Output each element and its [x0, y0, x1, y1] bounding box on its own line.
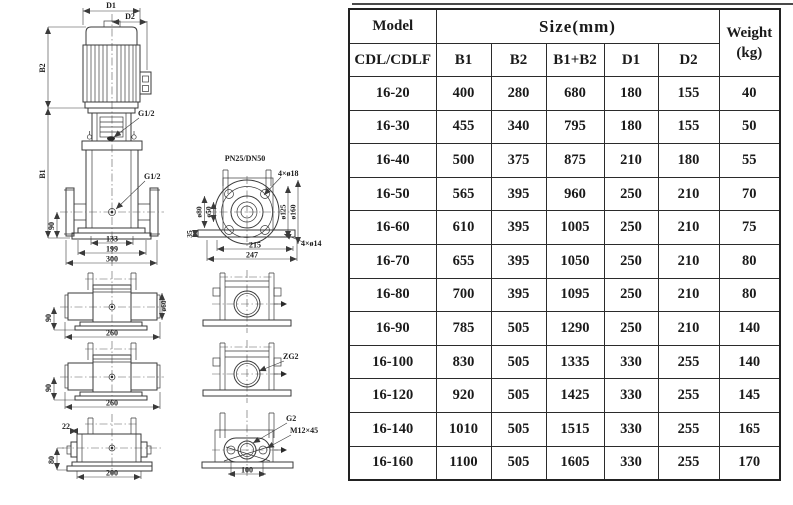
header-row-1 — [349, 9, 780, 44]
bolt-m12x45: M12×45 — [290, 426, 319, 435]
header-weight-line1: Weight — [726, 24, 773, 41]
cell-b1b2: 1515 — [546, 412, 604, 446]
cell-d1: 250 — [604, 244, 658, 278]
cell-b2: 395 — [491, 244, 546, 278]
table-row — [349, 412, 780, 446]
cell-d2: 180 — [658, 144, 719, 178]
cell-d1: 180 — [604, 77, 658, 111]
header-row-2 — [349, 44, 780, 77]
cell-weight: 170 — [719, 446, 780, 480]
table-row — [349, 345, 780, 379]
dim-22: 22 — [62, 422, 70, 431]
cell-weight: 50 — [719, 110, 780, 144]
cell-weight: 70 — [719, 177, 780, 211]
cell-d2: 255 — [658, 345, 719, 379]
header-d2: D2 — [658, 44, 719, 77]
cell-b1b2: 1050 — [546, 244, 604, 278]
cell-d2: 210 — [658, 312, 719, 346]
cell-d1: 250 — [604, 312, 658, 346]
cell-b2: 505 — [491, 412, 546, 446]
table-head — [349, 9, 780, 77]
cell-model: 16-40 — [349, 144, 436, 178]
cell-weight: 165 — [719, 412, 780, 446]
header-b2: B2 — [491, 44, 546, 77]
table-row — [349, 244, 780, 278]
dia-60: ø60 — [159, 300, 168, 312]
cell-weight: 80 — [719, 244, 780, 278]
header-b1: B1 — [436, 44, 491, 77]
table-row — [349, 379, 780, 413]
cell-model: 16-70 — [349, 244, 436, 278]
port-view-e — [203, 340, 299, 403]
cell-d2: 210 — [658, 244, 719, 278]
cell-weight: 140 — [719, 312, 780, 346]
page-top-rule — [352, 3, 793, 5]
cell-d1: 330 — [604, 345, 658, 379]
dim-80: 80 — [47, 456, 56, 464]
header-model: Model — [349, 9, 436, 44]
cell-d2: 210 — [658, 278, 719, 312]
thread-g2: G2 — [286, 414, 297, 423]
dim-260-b: 260 — [106, 398, 118, 408]
front-view — [38, 1, 164, 266]
side-view-a — [44, 271, 168, 339]
cell-d1: 250 — [604, 177, 658, 211]
cell-weight: 145 — [719, 379, 780, 413]
cell-b2: 395 — [491, 211, 546, 245]
cell-b2: 395 — [491, 278, 546, 312]
cell-model: 16-90 — [349, 312, 436, 346]
cell-b1: 655 — [436, 244, 491, 278]
dim-260-a: 260 — [106, 328, 118, 338]
table-row — [349, 77, 780, 111]
dim-247: 247 — [246, 250, 258, 260]
cell-model: 16-50 — [349, 177, 436, 211]
dim-90-a: 90 — [44, 314, 53, 322]
dim-200: 200 — [106, 468, 118, 478]
cell-d2: 210 — [658, 211, 719, 245]
holes-4x18: 4×ø18 — [278, 169, 299, 178]
holes-4x14: 4×ø14 — [301, 239, 322, 248]
port-g12-mid: G1/2 — [144, 172, 161, 181]
cell-b2: 505 — [491, 379, 546, 413]
cell-d2: 155 — [658, 110, 719, 144]
cell-b1b2: 875 — [546, 144, 604, 178]
dim-b1: B1 — [38, 169, 47, 179]
port-view-f — [202, 410, 318, 478]
cell-weight: 55 — [719, 144, 780, 178]
dia-125: ø125 — [278, 204, 288, 220]
cell-weight: 80 — [719, 278, 780, 312]
cell-weight: 75 — [719, 211, 780, 245]
cell-b1b2: 680 — [546, 77, 604, 111]
terminal-box — [140, 72, 151, 94]
cell-b1b2: 1335 — [546, 345, 604, 379]
cell-b2: 280 — [491, 77, 546, 111]
cell-b1b2: 1095 — [546, 278, 604, 312]
dim-300: 300 — [106, 254, 118, 264]
dim-199: 199 — [106, 244, 118, 254]
header-b1b2: B1+B2 — [546, 44, 604, 77]
cell-b1b2: 1290 — [546, 312, 604, 346]
cell-d1: 330 — [604, 379, 658, 413]
pump-drawing-svg — [0, 0, 345, 500]
cell-b1: 400 — [436, 77, 491, 111]
header-d1: D1 — [604, 44, 658, 77]
dia-160: ø160 — [288, 204, 298, 220]
cell-d2: 210 — [658, 177, 719, 211]
header-size-group: Size(mm) — [436, 9, 719, 44]
table-body — [349, 77, 780, 481]
cell-b1: 700 — [436, 278, 491, 312]
cell-b1: 1010 — [436, 412, 491, 446]
cell-b1b2: 1605 — [546, 446, 604, 480]
thread-zg2: ZG2 — [283, 352, 299, 361]
side-view-c — [47, 414, 162, 479]
header-weight-line2: (kg) — [736, 45, 763, 61]
dia-80: ø80 — [194, 206, 204, 218]
cell-d2: 255 — [658, 379, 719, 413]
table-row — [349, 144, 780, 178]
cell-b2: 375 — [491, 144, 546, 178]
table-row — [349, 312, 780, 346]
cell-b2: 505 — [491, 312, 546, 346]
cell-b1b2: 795 — [546, 110, 604, 144]
cell-b1: 500 — [436, 144, 491, 178]
port-view-d — [203, 270, 291, 333]
port-g12-top: G1/2 — [138, 109, 155, 118]
table-row — [349, 278, 780, 312]
cell-b2: 340 — [491, 110, 546, 144]
dim-d1: D1 — [106, 1, 116, 10]
cell-d1: 250 — [604, 278, 658, 312]
table-row — [349, 446, 780, 480]
cell-b1b2: 1425 — [546, 379, 604, 413]
table-row — [349, 110, 780, 144]
cell-model: 16-60 — [349, 211, 436, 245]
cell-model: 16-140 — [349, 412, 436, 446]
dim-90-front: 90 — [47, 222, 56, 230]
dim-35: 35 — [185, 230, 194, 238]
plan-title: PN25/DN50 — [224, 154, 266, 163]
side-view-b — [44, 341, 164, 409]
cell-model: 16-80 — [349, 278, 436, 312]
header-model-sub: CDL/CDLF — [349, 44, 436, 77]
table-row — [349, 177, 780, 211]
cell-d2: 255 — [658, 446, 719, 480]
cell-d1: 210 — [604, 144, 658, 178]
dim-b2: B2 — [38, 63, 47, 73]
dim-90-b: 90 — [44, 384, 53, 392]
cell-b1b2: 960 — [546, 177, 604, 211]
dim-100: 100 — [241, 465, 253, 475]
dim-d2: D2 — [125, 12, 135, 21]
cell-weight: 40 — [719, 77, 780, 111]
dim-133: 133 — [106, 234, 118, 244]
cell-d1: 250 — [604, 211, 658, 245]
cell-model: 16-20 — [349, 77, 436, 111]
cell-d2: 155 — [658, 77, 719, 111]
cell-b1: 455 — [436, 110, 491, 144]
cell-b1: 920 — [436, 379, 491, 413]
header-weight — [719, 9, 780, 77]
cell-b1: 830 — [436, 345, 491, 379]
cell-model: 16-30 — [349, 110, 436, 144]
pump-dimension-drawing — [0, 0, 345, 500]
cell-b2: 505 — [491, 446, 546, 480]
cell-b1: 1100 — [436, 446, 491, 480]
cell-b1: 785 — [436, 312, 491, 346]
plan-view — [185, 154, 322, 261]
cell-model: 16-120 — [349, 379, 436, 413]
dia-50: ø50 — [204, 206, 213, 218]
cell-model: 16-160 — [349, 446, 436, 480]
cell-model: 16-100 — [349, 345, 436, 379]
cell-b1b2: 1005 — [546, 211, 604, 245]
cell-d1: 330 — [604, 446, 658, 480]
cell-b1: 610 — [436, 211, 491, 245]
cell-weight: 140 — [719, 345, 780, 379]
cell-d1: 330 — [604, 412, 658, 446]
cell-b1: 565 — [436, 177, 491, 211]
cell-b2: 505 — [491, 345, 546, 379]
dim-215: 215 — [249, 240, 261, 250]
table-row — [349, 211, 780, 245]
cell-b2: 395 — [491, 177, 546, 211]
cell-d2: 255 — [658, 412, 719, 446]
dimension-table — [348, 8, 781, 481]
cell-d1: 180 — [604, 110, 658, 144]
